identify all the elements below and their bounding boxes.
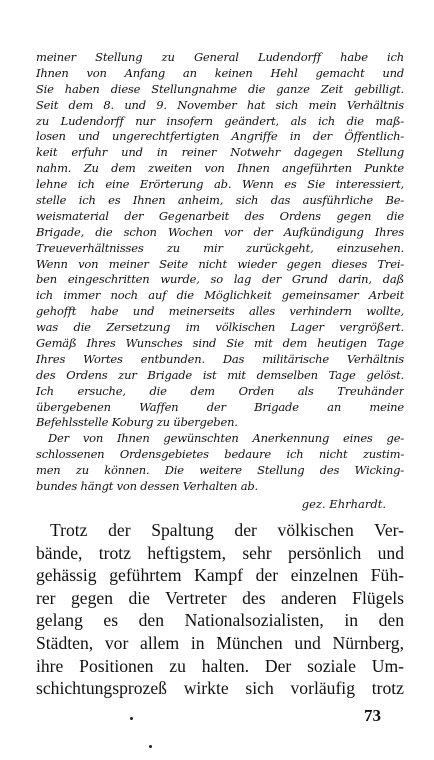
letter-line: Wenn von meiner Seite nicht wieder gegen dieses Trei- [36,256,404,271]
letter-line: stelle ich es Ihnen anheim, sich das ausführliche Be- [36,193,404,208]
body-line: Städten, vor allem in München und Nürnberg, [36,632,404,653]
letter-line: bundes hängt von dessen Verhalten ab. [36,479,258,494]
letter-line: meiner Stellung zu General Ludendorff habe ich [36,50,404,64]
letter-line: Gemäß Ihres Wunsches sind Sie mit dem heutigen Tage [36,336,404,351]
letter-line: gehofft habe und meinerseits alles verhindern wollte, [36,304,404,319]
body-line: ihre Positionen zu halten. Der soziale Um- [36,655,404,676]
letter-line: Ihnen von Anfang an keinen Hehl gemacht und [36,65,404,80]
body-line: Trotz der Spaltung der völkischen Ver- [50,520,404,540]
letter-signature: gez. Ehrhardt. [301,497,386,511]
letter-line: Sie haben diese Stellungnahme die ganze Zeit gebilligt. [36,81,404,96]
letter-line: was die Zersetzung im völkischen Lager vergrößert. [36,320,404,335]
letter-line: Der von Ihnen gewünschten Anerkennung eines ge- [48,431,404,446]
letter-line: lehne ich eine Erörterung ab. Wenn es Sie interessiert, [36,177,404,192]
letter-line: Ihres Wortes entbunden. Das militärische Verhältnis [36,351,404,366]
letter-line: nahm. Zu dem zweiten von Ihnen angeführten Punkte [36,161,404,176]
letter-line: des Ordens zur Brigade ist mit demselben Tage gelöst. [36,367,404,382]
letter-line: losen und ungerechtfertigten Angriffe in der Öffentlich- [36,129,404,144]
letter-line: Ich ersuche, die dem Orden als Treuhänder [36,383,404,398]
body-line: rer gegen die Vertreter des anderen Flügels [36,587,404,608]
print-speck [130,717,133,720]
body-line: gelang es den Nationalsozialisten, in den [36,610,404,631]
letter-line: Seit dem 8. und 9. November hat sich mein Verhältnis [36,97,404,112]
letter-line: keit erfuhr und in reiner Notwehr dagegen Stellung [36,145,404,160]
body-line: schichtungsprozeß wirkte sich vorläufig trotz [36,678,404,699]
page-number: 73 [364,706,381,725]
letter-line: men zu können. Die weitere Stellung des Wicking- [36,463,404,478]
body-line: gehässig geführtem Kampf der einzelnen Füh- [36,565,404,586]
quoted-letter [36,50,404,495]
letter-line: ich immer noch auf die Möglichkeit gemeinsamer Arbeit [36,288,404,303]
letter-line: zu Ludendorff nur insofern geändert, als ich die maß- [36,113,404,128]
letter-line: ben eingeschritten wurde, so lag der Grund darin, daß [36,272,404,287]
letter-line: Befehlsstelle Koburg zu übergeben. [36,415,238,430]
body-paragraph [36,519,404,700]
body-line: bände, trotz heftigstem, sehr persönlich und [36,542,404,563]
print-speck [149,745,152,748]
letter-line: weismaterial der Gegenarbeit des Ordens gegen die [36,208,404,223]
letter-line: übergebenen Waffen der Brigade an meine [36,399,404,414]
letter-line: schlossenen Ordensgebietes bedaure ich nicht zustim- [36,447,404,462]
letter-line: Brigade, die schon Wochen vor der Aufkündigung Ihres [36,224,404,239]
letter-line: Treueverhältnisses zu mir zurückgeht, einzusehen. [36,240,404,255]
